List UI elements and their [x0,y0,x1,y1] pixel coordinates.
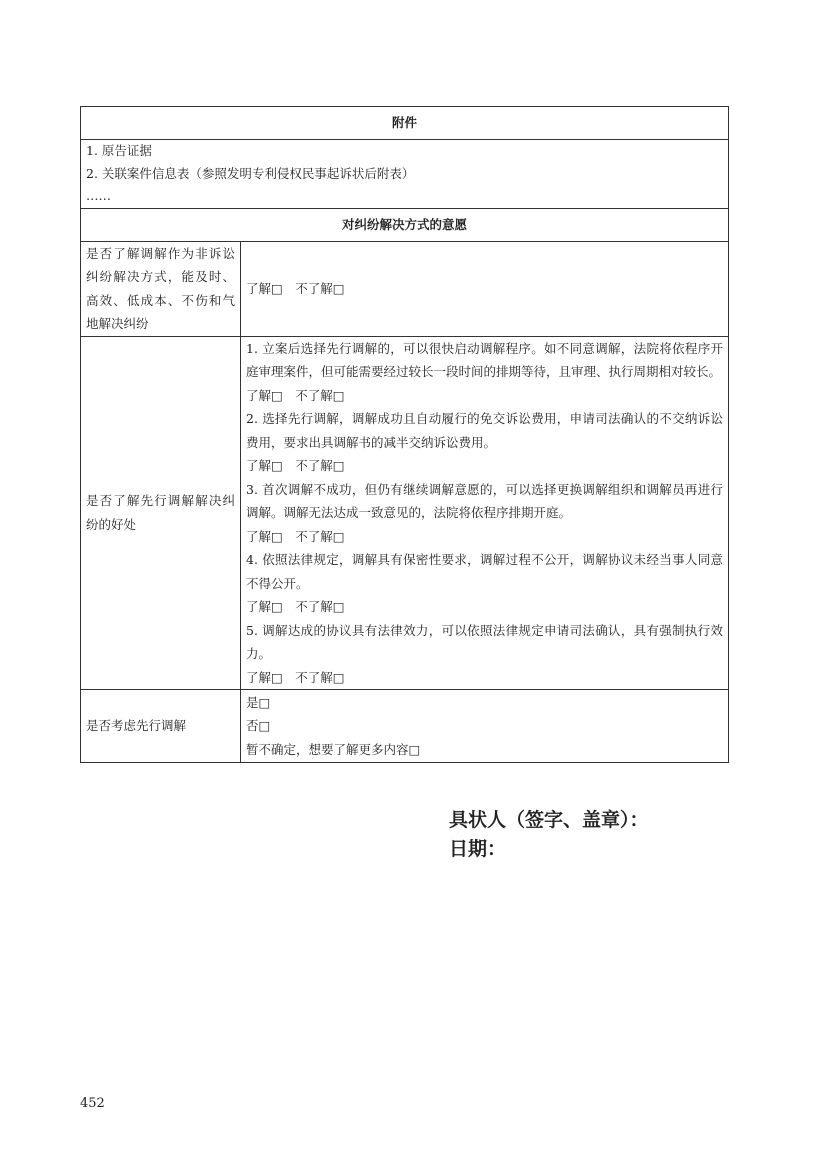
attachments-list [81,140,729,209]
attachment-item: 2. 关联案件信息表（参照发明专利侵权民事起诉状后附表） [86,165,415,181]
question-row-mediation-benefits [81,336,729,690]
benefit-text: 4. 依照法律规定，调解具有保密性要求，调解过程不公开，调解协议未经当事人同意不得公开。 [246,552,724,591]
benefit-text: 1. 立案后选择先行调解的，可以很快启动调解程序。如不同意调解，法院将依程序开庭审理案件，但可能需要经过较长一段时间的排期等待，且审理、执行周期相对较长。 [246,340,724,379]
benefit-text: 5. 调解达成的协议具有法律效力，可以依照法律规定申请司法确认，具有强制执行效力。 [246,622,724,661]
benefit-text: 3. 首次调解不成功，但仍有继续调解意愿的，可以选择更换调解组织和调解员再进行调解。调解无法达成一致意见的，法院将依程序排期开庭。 [246,481,724,520]
preferences-title: 对纠纷解决方式的意愿 [81,208,729,241]
answer-checkboxes[interactable]: 了解□ 不了解□ [246,458,345,473]
question-row-understand-mediation [81,241,729,336]
complaint-form-table [80,106,729,763]
attachment-item: …… [86,188,111,203]
attachment-item: 1. 原告证据 [86,143,152,158]
question-label: 是否了解调解作为非诉讼纠纷解决方式，能及时、高效、低成本、不伤和气地解决纠纷 [81,241,241,336]
answer-checkboxes[interactable]: 了解□ 不了解□ [246,599,345,614]
question-label: 是否考虑先行调解 [81,690,241,763]
answer-checkboxes[interactable]: 了解□ 不了解□ [246,387,345,403]
answer-checkboxes[interactable]: 了解□ 不了解□ [246,669,345,685]
option-undecided-checkbox[interactable]: 暂不确定，想要了解更多内容□ [246,741,421,757]
page-number: 452 [80,1096,105,1111]
attachments-title: 附件 [81,107,729,140]
question-label: 是否了解先行调解解决纠纷的好处 [81,336,241,690]
answer-checkboxes[interactable]: 了解□ 不了解□ [241,241,729,336]
option-yes-checkbox[interactable]: 是□ [246,694,271,710]
question-row-consider-mediation [81,690,729,763]
answer-checkboxes[interactable]: 了解□ 不了解□ [246,528,345,544]
signer-label: 具状人（签字、盖章）： [449,809,649,831]
date-label: 日期： [449,838,507,860]
option-no-checkbox[interactable]: 否□ [246,718,271,734]
benefit-text: 2. 选择先行调解，调解成功且自动履行的免交诉讼费用，申请司法确认的不交纳诉讼费用，要求出具调解书的减半交纳诉讼费用。 [246,411,724,450]
options-list [241,690,729,763]
benefits-list [241,336,729,690]
